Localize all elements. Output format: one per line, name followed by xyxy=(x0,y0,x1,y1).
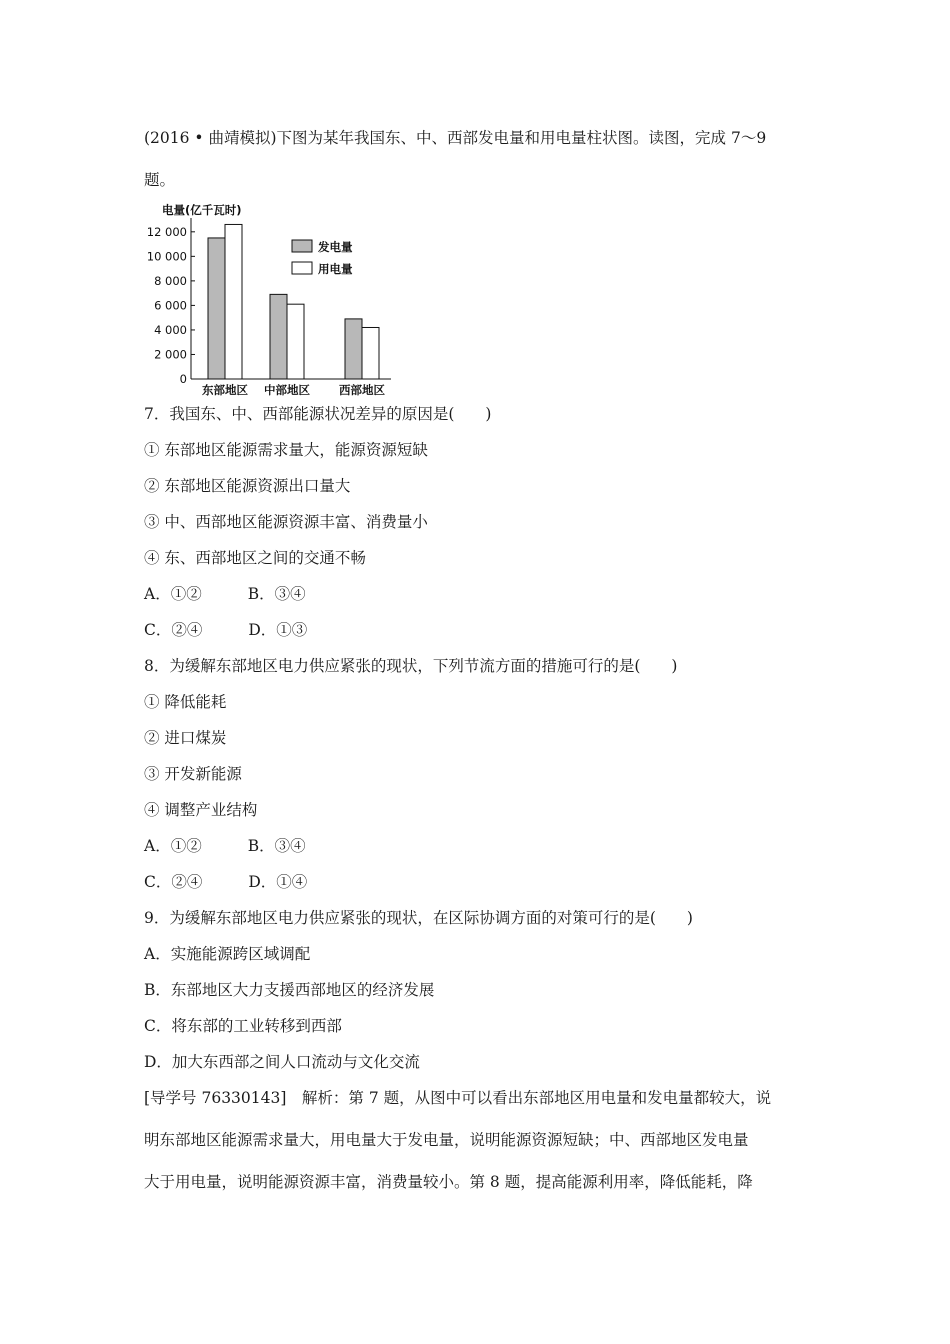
question-7-choice-c: C．②④ xyxy=(144,621,203,639)
question-9-choice-d: D．加大东西部之间人口流动与文化交流 xyxy=(144,1053,420,1071)
question-8-choices-cd xyxy=(144,872,814,892)
question-7-choice-b: B．③④ xyxy=(247,585,306,603)
y-axis-label: 电量(亿千瓦时) xyxy=(162,203,242,217)
question-9-choice-c: C．将东部的工业转移到西部 xyxy=(144,1017,342,1035)
intro-text: (2016 • 曲靖模拟)下图为某年我国东、中、西部发电量和用电量柱状图。读图，完成 7～9 xyxy=(144,129,767,147)
question-9-stem: 9．为缓解东部地区电力供应紧张的现状，在区际协调方面的对策可行的是( ) xyxy=(144,909,693,927)
question-8-stem: 8．为缓解东部地区电力供应紧张的现状，下列节流方面的措施可行的是( ) xyxy=(144,657,678,675)
legend-swatch xyxy=(292,240,312,252)
bar-chart xyxy=(140,196,400,400)
y-tick-label: 12 000 xyxy=(146,224,187,239)
question-8-choice-c: C．②④ xyxy=(144,873,203,891)
bar-consumption xyxy=(362,327,379,379)
y-tick-label: 0 xyxy=(179,372,187,386)
legend-swatch xyxy=(292,262,312,274)
question-7-statement-4: ④ 东、西部地区之间的交通不畅 xyxy=(144,549,366,567)
question-8-choices-ab xyxy=(144,836,814,856)
y-tick-label: 10 000 xyxy=(146,249,187,264)
y-tick-label: 8 000 xyxy=(154,273,187,288)
bar-generation xyxy=(208,238,225,379)
bar-chart-svg xyxy=(140,196,400,400)
question-7-choice-d: D．①③ xyxy=(248,621,308,639)
y-tick-label: 6 000 xyxy=(154,298,187,313)
question-7-statement-3: ③ 中、西部地区能源资源丰富、消费量小 xyxy=(144,513,428,531)
question-8-choice-d: D．①④ xyxy=(248,873,308,891)
question-7-choices-cd xyxy=(144,620,814,640)
analysis-text: [导学号 76330143] 解析：第 7 题，从图中可以看出东部地区用电量和发电量都较大，说 xyxy=(144,1089,772,1107)
bar-consumption xyxy=(287,304,304,379)
y-tick-label: 2 000 xyxy=(154,347,187,362)
analysis-text-cont-1: 明东部地区能源需求量大，用电量大于发电量，说明能源资源短缺；中、西部地区发电量 xyxy=(144,1131,749,1149)
question-7-statement-2: ② 东部地区能源资源出口量大 xyxy=(144,477,351,495)
question-7-choice-a: A．①② xyxy=(144,585,202,603)
question-7-statement-1: ① 东部地区能源需求量大，能源资源短缺 xyxy=(144,441,428,459)
x-category-label: 中部地区 xyxy=(264,383,310,397)
bar-generation xyxy=(345,319,362,379)
question-9-choice-b: B．东部地区大力支援西部地区的经济发展 xyxy=(144,981,435,999)
bar-generation xyxy=(270,294,287,379)
question-8-choice-a: A．①② xyxy=(144,837,202,855)
question-8-statement-1: ① 降低能耗 xyxy=(144,693,227,711)
legend-label: 发电量 xyxy=(318,240,353,254)
legend-label: 用电量 xyxy=(318,262,353,276)
question-7-stem: 7．我国东、中、西部能源状况差异的原因是( ) xyxy=(144,405,492,423)
intro-text-cont: 题。 xyxy=(144,171,176,189)
x-category-label: 东部地区 xyxy=(202,383,248,397)
x-category-label: 西部地区 xyxy=(339,383,385,397)
question-7-choices-ab xyxy=(144,584,814,604)
y-tick-label: 4 000 xyxy=(154,322,187,337)
question-8-statement-4: ④ 调整产业结构 xyxy=(144,801,258,819)
question-8-statement-3: ③ 开发新能源 xyxy=(144,765,242,783)
question-9-choice-a: A．实施能源跨区域调配 xyxy=(144,945,311,963)
question-8-statement-2: ② 进口煤炭 xyxy=(144,729,227,747)
analysis-text-cont-2: 大于用电量，说明能源资源丰富，消费量较小。第 8 题，提高能源利用率，降低能耗，降 xyxy=(144,1173,753,1191)
bar-consumption xyxy=(225,224,242,379)
question-8-choice-b: B．③④ xyxy=(247,837,306,855)
